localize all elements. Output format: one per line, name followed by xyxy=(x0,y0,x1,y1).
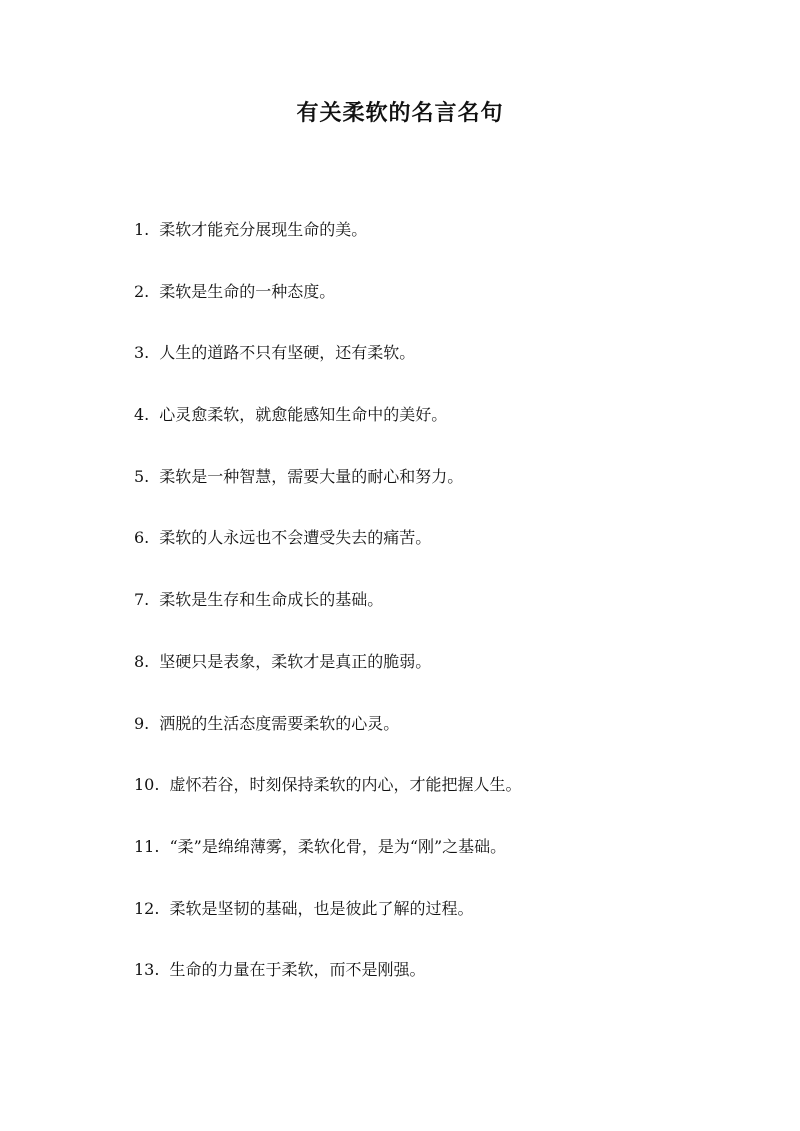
list-item xyxy=(134,399,754,461)
item-text: 柔软的人永远也不会遭受失去的痛苦。 xyxy=(159,528,432,548)
list-item xyxy=(134,708,754,770)
quote-list xyxy=(134,214,754,1016)
list-item xyxy=(134,522,754,584)
list-item xyxy=(134,276,754,338)
item-number: 9. xyxy=(134,713,150,733)
list-item xyxy=(134,461,754,523)
item-number: 6. xyxy=(134,528,150,548)
item-number: 10. xyxy=(134,775,160,795)
item-number: 1. xyxy=(134,220,150,239)
list-item xyxy=(134,831,754,893)
item-text: 柔软是生命的一种态度。 xyxy=(159,281,336,301)
list-item xyxy=(134,214,754,276)
item-number: 4. xyxy=(134,405,150,425)
item-number: 13. xyxy=(134,960,160,980)
list-item xyxy=(134,337,754,399)
item-number: 8. xyxy=(134,651,150,671)
item-number: 5. xyxy=(134,466,150,486)
item-text: 柔软是一种智慧，需要大量的耐心和努力。 xyxy=(159,466,464,486)
item-text: 柔软是生存和生命成长的基础。 xyxy=(159,590,384,610)
page-title: 有关柔软的名言名句 xyxy=(296,100,504,126)
list-item xyxy=(134,769,754,831)
item-text: 人生的道路不只有坚硬，还有柔软。 xyxy=(159,343,416,363)
item-number: 12. xyxy=(134,898,160,918)
item-text: “柔”是绵绵薄雾，柔软化骨，是为“刚”之基础。 xyxy=(169,836,507,856)
item-number: 3. xyxy=(134,343,150,363)
item-text: 柔软是坚韧的基础，也是彼此了解的过程。 xyxy=(169,898,474,918)
list-item xyxy=(134,584,754,646)
item-text: 心灵愈柔软，就愈能感知生命中的美好。 xyxy=(159,405,448,425)
item-number: 2. xyxy=(134,281,150,301)
item-number: 7. xyxy=(134,590,150,610)
item-number: 11. xyxy=(134,836,160,856)
item-text: 生命的力量在于柔软，而不是刚强。 xyxy=(169,960,426,980)
list-item xyxy=(134,954,754,1016)
item-text: 坚硬只是表象，柔软才是真正的脆弱。 xyxy=(159,651,432,671)
list-item xyxy=(134,893,754,955)
list-item xyxy=(134,646,754,708)
item-text: 柔软才能充分展现生命的美。 xyxy=(159,220,368,239)
item-text: 虚怀若谷，时刻保持柔软的内心，才能把握人生。 xyxy=(169,775,522,795)
item-text: 洒脱的生活态度需要柔软的心灵。 xyxy=(159,713,400,733)
